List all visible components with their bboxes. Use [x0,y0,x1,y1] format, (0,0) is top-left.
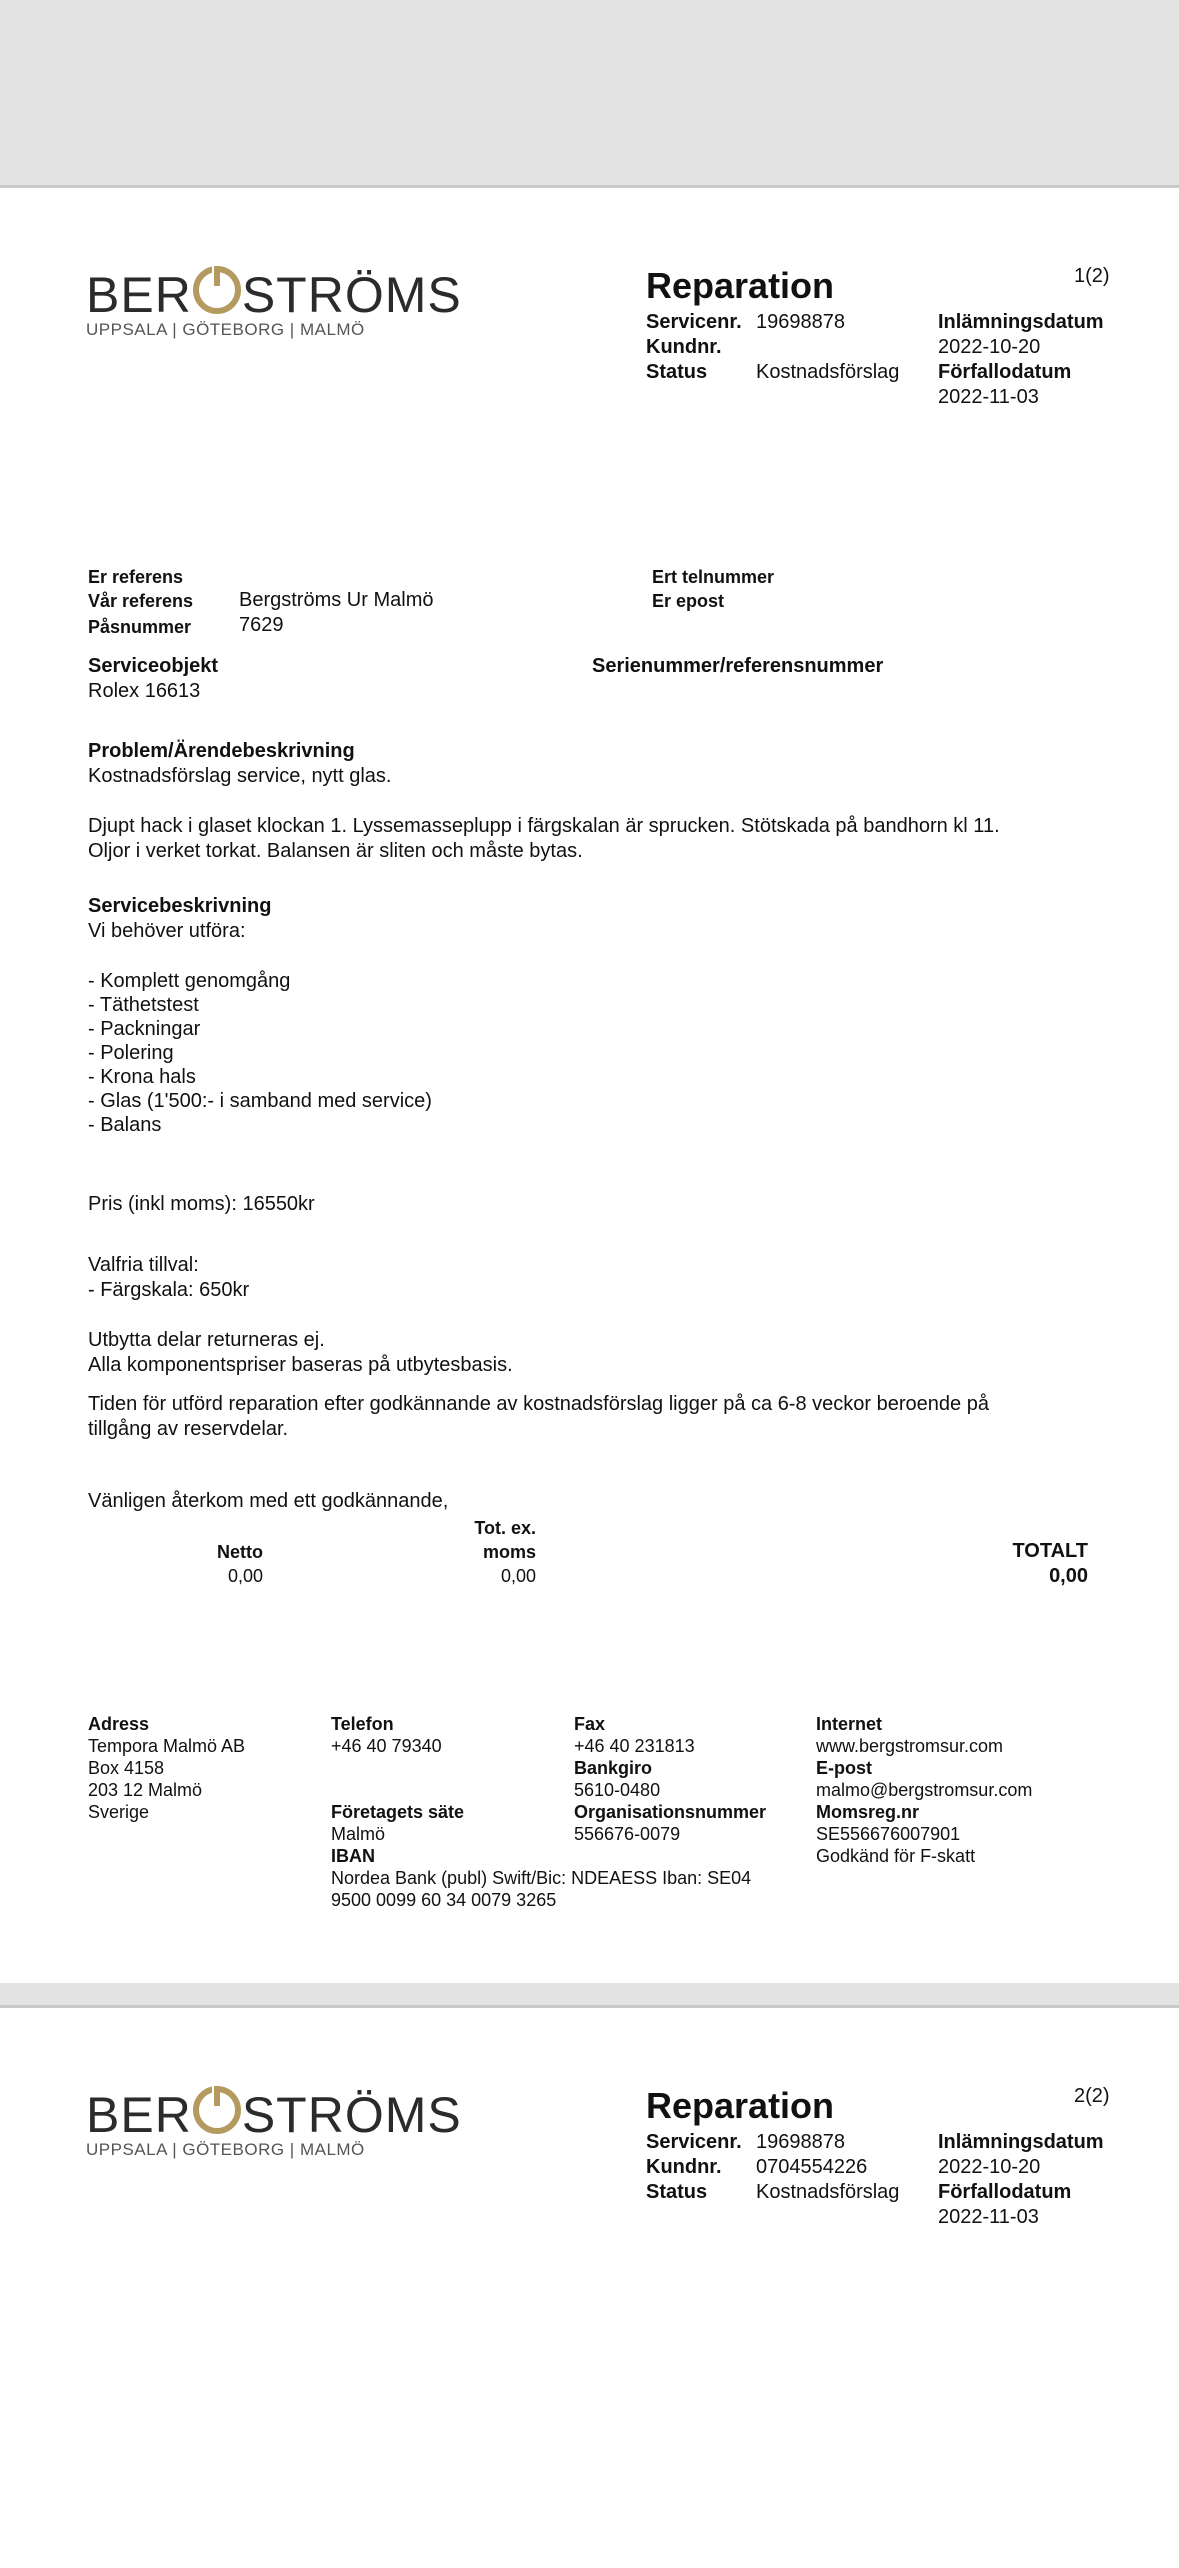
netto-label: Netto [217,1542,263,1562]
document-page-2 [0,2005,1179,2568]
totalt-value: 0,00 [1049,1565,1088,1587]
problem-line-1: Kostnadsförslag service, nytt glas. [88,765,392,787]
optional-label: Valfria tillval: [88,1254,199,1276]
bankgiro-label: Bankgiro [574,1758,653,1778]
internet-label: Internet [816,1714,883,1734]
list-item: - Packningar [88,1018,201,1040]
adress-line-2: Box 4158 [88,1758,165,1778]
epost-label: E-post [816,1758,872,1778]
list-item: - Komplett genomgång [88,970,291,992]
fax-value: +46 40 231813 [574,1736,695,1756]
serviceobjekt-label: Serviceobjekt [88,655,219,677]
time-line-1: Tiden för utförd reparation efter godkännande av kostnadsförslag ligger på ca 6-8 veckor beroende på [88,1393,989,1415]
org-label: Organisationsnummer [574,1802,767,1822]
forfallodatum-label: Förfallodatum [938,2181,1072,2203]
logo-text-right: STRÖMS [241,2087,462,2143]
serviceobjekt-value: Rolex 16613 [88,680,201,702]
telefon-label: Telefon [331,1714,394,1734]
inlamningsdatum-value: 2022-10-20 [938,2156,1041,2178]
logo-subtitle: UPPSALA | GÖTEBORG | MALMÖ [86,320,365,339]
problem-label: Problem/Ärendebeskrivning [88,740,355,762]
logo-text-left: BER [86,267,192,323]
servicenr-value: 19698878 [756,2131,845,2153]
status-value: Kostnadsförslag [756,361,900,383]
bankgiro-value: 5610-0480 [574,1780,661,1800]
internet-link[interactable]: www.bergstromsur.com [816,1736,1004,1756]
inlamningsdatum-label: Inlämningsdatum [938,311,1104,333]
bergstroms-logo [86,266,462,340]
pasnummer-value: 7629 [239,614,284,636]
list-item: - Glas (1'500:- i samband med service) [88,1090,432,1112]
doc-title: Reparation [646,265,835,306]
adress-line-1: Tempora Malmö AB [88,1736,246,1756]
closing-line: Vänligen återkom med ett godkännande, [88,1490,449,1512]
fskatt-text: Godkänd för F-skatt [816,1846,976,1866]
servicebeskrivning-label: Servicebeskrivning [88,895,272,917]
serienummer-label: Serienummer/referensnummer [592,655,884,677]
status-label: Status [646,2181,708,2203]
adress-label: Adress [88,1714,150,1734]
logo-subtitle: UPPSALA | GÖTEBORG | MALMÖ [86,2140,365,2159]
price-line: Pris (inkl moms): 16550kr [88,1193,315,1215]
iban-line-1: Nordea Bank (publ) Swift/Bic: NDEAESS Iban: SE04 [331,1868,752,1888]
list-item: - Polering [88,1042,174,1064]
list-item: - Balans [88,1114,162,1136]
foretagets-sate-value: Malmö [331,1824,386,1844]
momsreg-label: Momsreg.nr [816,1802,920,1822]
document-page-1 [0,185,1179,1983]
adress-line-4: Sverige [88,1802,150,1822]
page-number: 1(2) [1074,265,1110,287]
servicenr-label: Servicenr. [646,311,742,333]
note-line-2: Alla komponentspriser baseras på utbytesbasis. [88,1354,513,1376]
kundnr-label: Kundnr. [646,2156,722,2178]
pasnummer-label: Påsnummer [88,617,192,637]
kundnr-label: Kundnr. [646,336,722,358]
totalt-label: TOTALT [1012,1540,1088,1562]
status-label: Status [646,361,708,383]
inlamningsdatum-label: Inlämningsdatum [938,2131,1104,2153]
forfallodatum-value: 2022-11-03 [938,2206,1039,2228]
var-referens-label: Vår referens [88,591,194,611]
totex-label-1: Tot. ex. [474,1518,536,1538]
servicenr-label: Servicenr. [646,2131,742,2153]
er-epost-label: Er epost [652,591,725,611]
status-value: Kostnadsförslag [756,2181,900,2203]
forfallodatum-label: Förfallodatum [938,361,1072,383]
kundnr-value: 0704554226 [756,2156,868,2178]
service-items-list [88,969,432,1137]
problem-line-2: Djupt hack i glaset klockan 1. Lyssemasseplupp i färgskalan är sprucken. Stötskada på bandhorn kl 11. [88,815,1000,837]
foretagets-sate-label: Företagets säte [331,1802,465,1822]
problem-line-3: Oljor i verket torkat. Balansen är sliten och måste bytas. [88,840,583,862]
momsreg-value: SE556676007901 [816,1824,961,1844]
totex-label-2: moms [482,1542,536,1562]
netto-value: 0,00 [227,1566,263,1586]
ert-telnummer-label: Ert telnummer [652,567,775,587]
list-item: - Täthetstest [88,994,199,1016]
org-value: 556676-0079 [574,1824,681,1844]
forfallodatum-value: 2022-11-03 [938,386,1039,408]
servicenr-value: 19698878 [756,311,845,333]
er-referens-label: Er referens [88,567,184,587]
note-line-1: Utbytta delar returneras ej. [88,1329,325,1351]
time-line-2: tillgång av reservdelar. [88,1418,289,1440]
fax-label: Fax [574,1714,606,1734]
iban-label: IBAN [331,1846,375,1866]
logo-text-right: STRÖMS [241,267,462,323]
list-item: - Krona hals [88,1066,196,1088]
power-ring-icon [193,266,241,314]
doc-title: Reparation [646,2085,835,2126]
iban-line-2: 9500 0099 60 34 0079 3265 [331,1890,557,1910]
adress-line-3: 203 12 Malmö [88,1780,203,1800]
logo-text-left: BER [86,2087,192,2143]
page-number: 2(2) [1074,2085,1110,2107]
service-intro: Vi behöver utföra: [88,920,246,942]
inlamningsdatum-value: 2022-10-20 [938,336,1041,358]
power-ring-icon [193,2086,241,2134]
var-referens-value: Bergströms Ur Malmö [239,589,434,611]
epost-link[interactable]: malmo@bergstromsur.com [816,1780,1033,1800]
optional-item: - Färgskala: 650kr [88,1279,250,1301]
bergstroms-logo [86,2086,462,2160]
totex-value: 0,00 [500,1566,536,1586]
telefon-value: +46 40 79340 [331,1736,442,1756]
